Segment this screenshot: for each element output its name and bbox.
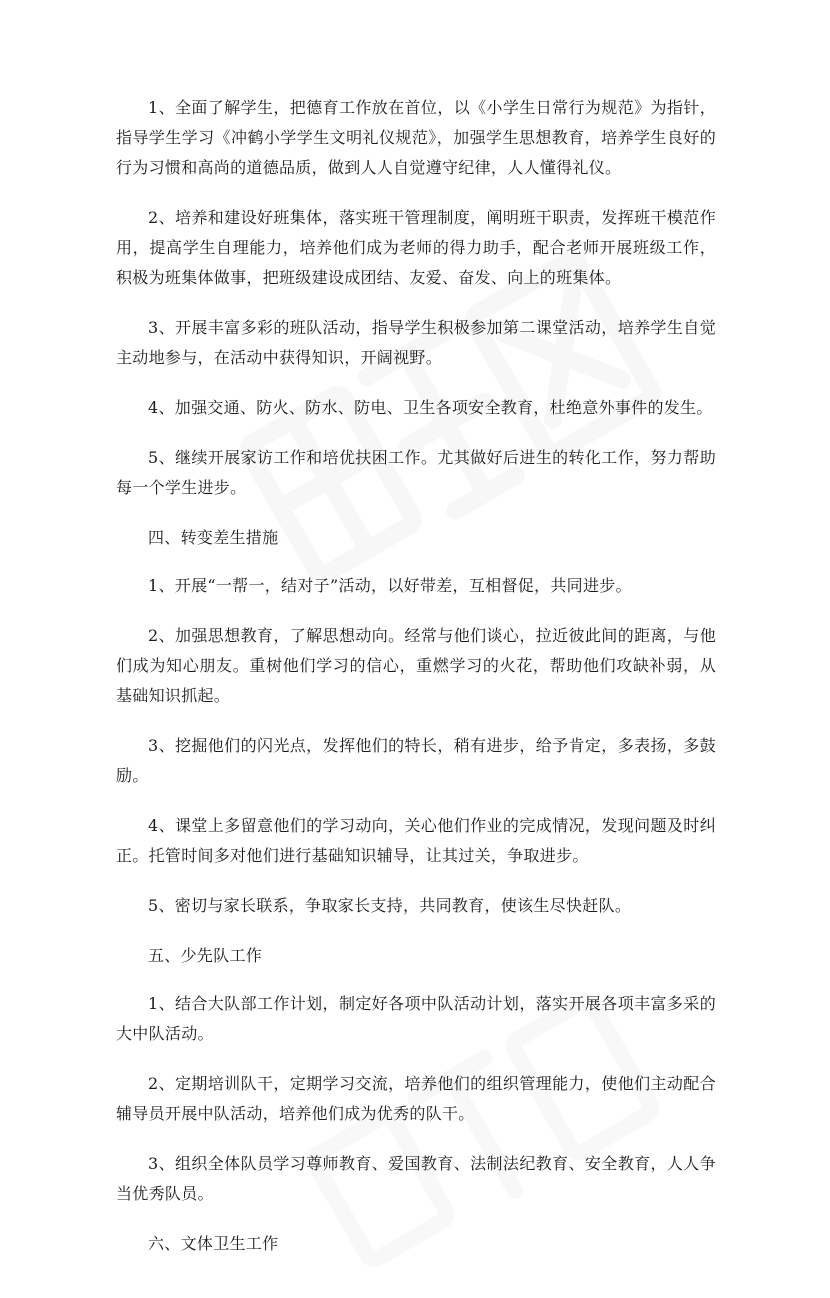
section-heading-4: 四、转变差生措施 <box>148 528 279 547</box>
paragraph-item-6: 1、开展“一帮一，结对子”活动，以好带差，互相督促，共同进步。 <box>148 576 632 595</box>
paragraph-item-8: 3、挖掘他们的闪光点，发挥他们的特长，稍有进步，给予肯定，多表扬，多鼓励。 <box>116 736 716 785</box>
paragraph-item-3: 3、开展丰富多彩的班队活动，指导学生积极参加第二课堂活动，培养学生自觉主动地参与，在活动中获得知识，开阔视野。 <box>116 318 716 367</box>
paragraph-item-12: 2、定期培训队干，定期学习交流，培养他们的组织管理能力，使他们主动配合辅导员开展中队活动，培养他们成为优秀的队干。 <box>116 1074 716 1123</box>
paragraph-item-13: 3、组织全体队员学习尊师教育、爱国教育、法制法纪教育、安全教育，人人争当优秀队员。 <box>116 1154 716 1203</box>
paragraph-item-7: 2、加强思想教育，了解思想动向。经常与他们谈心，拉近彼此间的距离，与他们成为知心朋友。重树他们学习的信心，重燃学习的火花，帮助他们攻缺补弱，从基础知识抓起。 <box>116 626 716 705</box>
section-heading-6: 六、文体卫生工作 <box>148 1234 279 1253</box>
section-heading-5: 五、少先队工作 <box>148 946 263 965</box>
paragraph-item-1: 1、全面了解学生，把德育工作放在首位，以《小学生日常行为规范》为指针，指导学生学习《冲鹤小学学生文明礼仪规范》，加强学生思想教育，培养学生良好的行为习惯和高尚的道德品质，做到人人自觉遵守纪律，人人懂得礼仪。 <box>116 98 716 177</box>
paragraph-item-10: 5、密切与家长联系，争取家长支持，共同教育，使该生尽快赶队。 <box>148 896 632 915</box>
paragraph-item-2: 2、培养和建设好班集体，落实班干管理制度，阐明班干职责，发挥班干模范作用，提高学生自理能力，培养他们成为老师的得力助手，配合老师开展班级工作，积极为班集体做事，把班级建设成团结、友爱、奋发、向上的班集体。 <box>116 208 716 287</box>
document-body <box>116 93 716 1277</box>
paragraph-item-11: 1、结合大队部工作计划，制定好各项中队活动计划，落实开展各项丰富多采的大中队活动。 <box>116 994 716 1043</box>
paragraph-item-9: 4、课堂上多留意他们的学习动向，关心他们作业的完成情况，发现问题及时纠正。托管时间多对他们进行基础知识辅导，让其过关，争取进步。 <box>116 816 716 865</box>
paragraph-item-5: 5、继续开展家访工作和培优扶困工作。尤其做好后进生的转化工作，努力帮助每一个学生进步。 <box>116 448 716 497</box>
paragraph-item-4: 4、加强交通、防火、防水、防电、卫生各项安全教育，杜绝意外事件的发生。 <box>148 398 713 417</box>
